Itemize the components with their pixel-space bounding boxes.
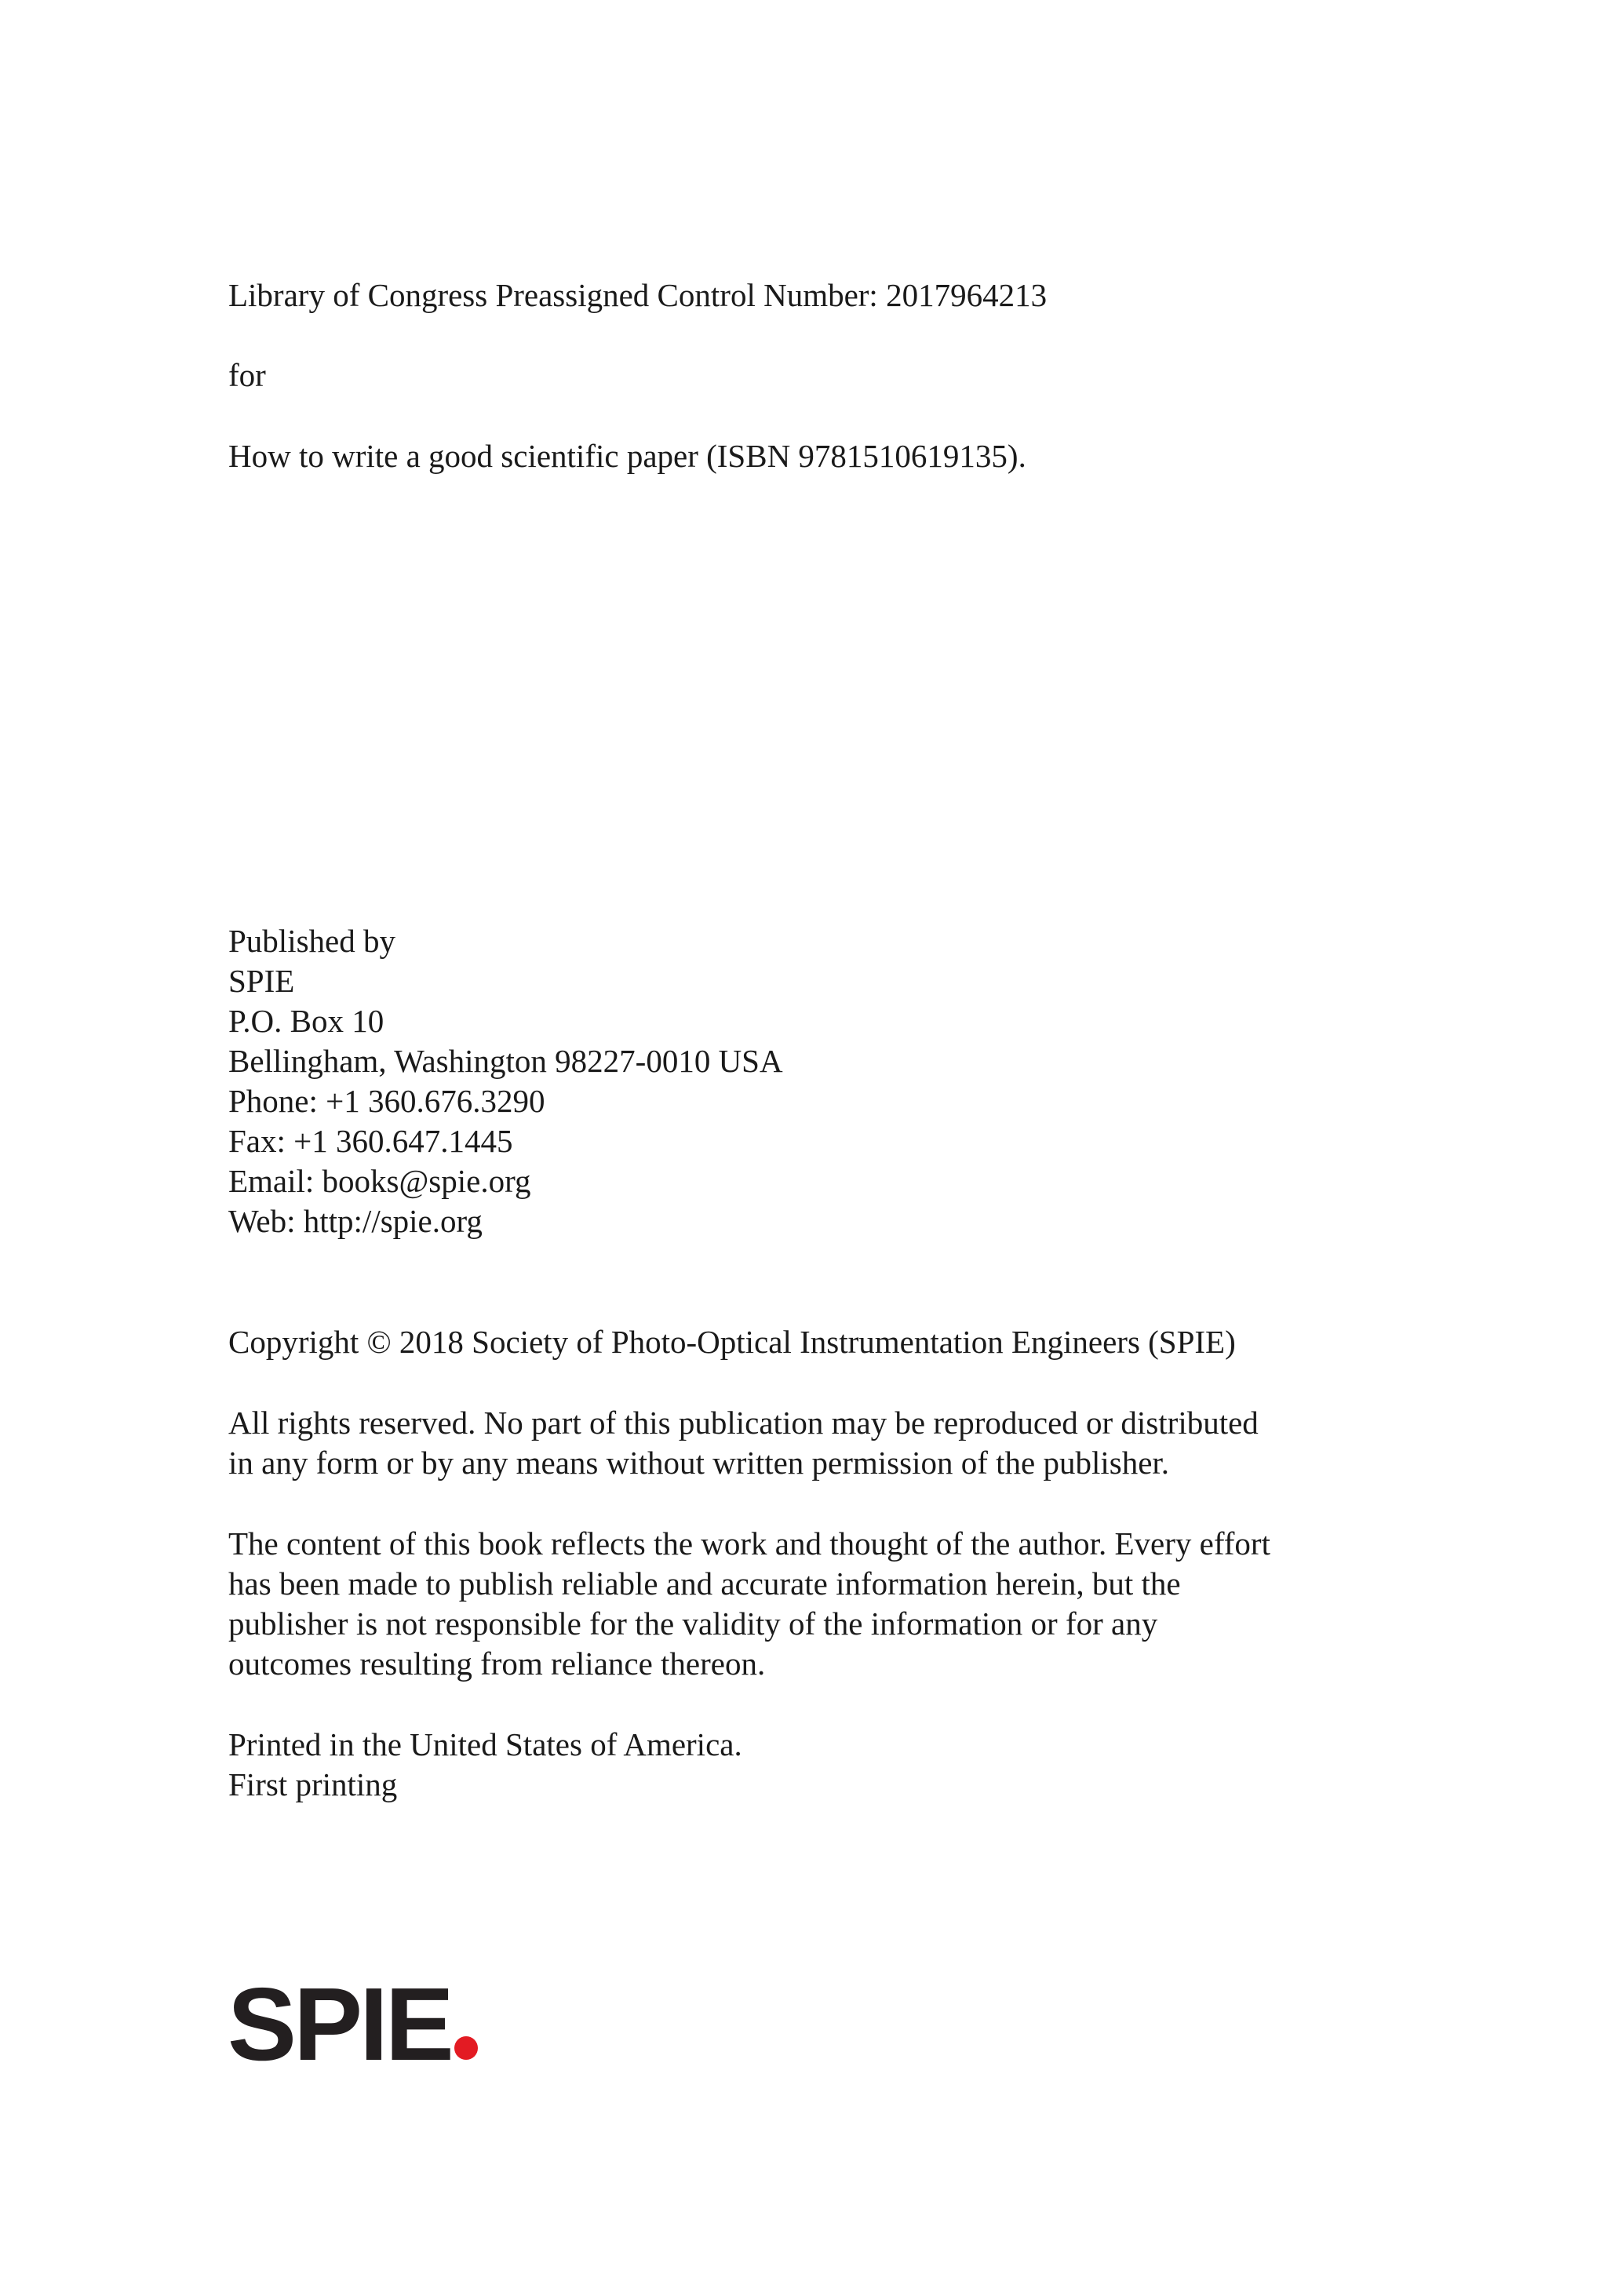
spie-logo	[228, 1966, 478, 2082]
for-line: for	[228, 357, 266, 393]
spie-logo-dot	[454, 2036, 478, 2060]
publisher-email: Email: books@spie.org	[228, 1163, 531, 1199]
first-printing-line: First printing	[228, 1766, 398, 1802]
published-by-label: Published by	[228, 923, 395, 959]
printed-in-line: Printed in the United States of America.	[228, 1726, 742, 1762]
rights-line: in any form or by any means without written permission of the publisher.	[228, 1445, 1170, 1481]
publisher-name: SPIE	[228, 963, 295, 999]
disclaimer-line: The content of this book reflects the work and thought of the author. Every effort	[228, 1525, 1270, 1562]
disclaimer-line: outcomes resulting from reliance thereon.	[228, 1645, 766, 1682]
publisher-phone: Phone: +1 360.676.3290	[228, 1083, 545, 1119]
copyright-line: Copyright © 2018 Society of Photo-Optical Instrumentation Engineers (SPIE)	[228, 1324, 1236, 1360]
disclaimer-line: has been made to publish reliable and accurate information herein, but the	[228, 1565, 1181, 1602]
disclaimer-line: publisher is not responsible for the validity of the information or for any	[228, 1605, 1158, 1642]
publisher-po-box: P.O. Box 10	[228, 1003, 384, 1039]
rights-line: All rights reserved. No part of this publication may be reproduced or distributed	[228, 1405, 1259, 1441]
publisher-web: Web: http://spie.org	[228, 1203, 483, 1239]
publisher-fax: Fax: +1 360.647.1445	[228, 1123, 513, 1159]
publisher-city: Bellingham, Washington 98227-0010 USA	[228, 1043, 783, 1079]
book-title-line: How to write a good scientific paper (ISBN 9781510619135).	[228, 438, 1026, 474]
spie-logo-text: SPIE	[228, 1966, 451, 2082]
control-number-line: Library of Congress Preassigned Control Number: 2017964213	[228, 277, 1048, 313]
